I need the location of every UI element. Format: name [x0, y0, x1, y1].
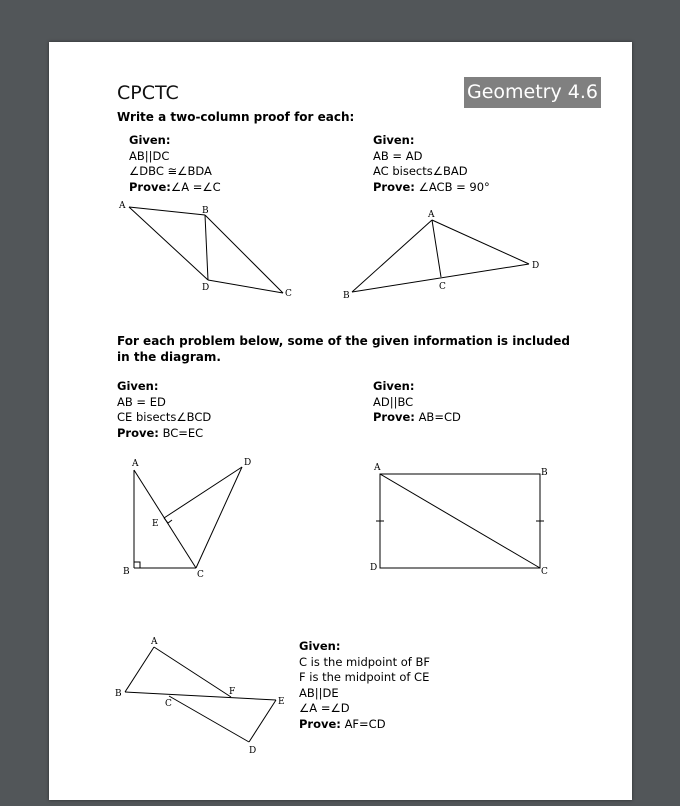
given-line: AB||DE: [299, 685, 339, 700]
prove-label: Prove:: [299, 716, 341, 731]
given-line: CE bisects∠BCD: [117, 410, 212, 424]
point-label-c: C: [197, 570, 204, 580]
instruction-line: in the diagram.: [117, 350, 221, 364]
point-label-b: B: [541, 468, 548, 478]
instruction-1: Write a two-column proof for each:: [117, 110, 355, 124]
point-label-c: C: [541, 567, 548, 577]
point-label-a: A: [132, 459, 139, 469]
given-line: AB||DC: [129, 148, 170, 163]
point-label-e: E: [278, 697, 285, 707]
segment-cd: [169, 696, 249, 742]
point-label-c: C: [285, 289, 292, 299]
prove-statement: AB=CD: [418, 410, 461, 424]
point-label-f: F: [229, 687, 236, 697]
prove-line: [299, 717, 430, 733]
segment-de: [249, 700, 276, 742]
point-label-d: D: [532, 261, 540, 271]
prove-statement: ∠A =∠C: [170, 179, 221, 194]
point-label-b: B: [115, 689, 122, 699]
prove-statement: BC=EC: [162, 425, 204, 440]
point-label-d: D: [370, 563, 378, 573]
section-badge: Geometry 4.6: [464, 77, 601, 108]
point-label-c: C: [439, 282, 446, 292]
given-label: Given:: [117, 379, 159, 393]
point-label-b: B: [343, 291, 350, 301]
prove-label: Prove:: [129, 179, 171, 194]
point-label-b: B: [202, 206, 209, 216]
prove-statement: ∠ACB = 90°: [418, 179, 490, 194]
given-line: F is the midpoint of CE: [299, 670, 430, 684]
prove-label: Prove:: [373, 410, 415, 424]
segment-be: [125, 692, 276, 700]
point-label-a: A: [119, 201, 126, 211]
problem-5-given: [299, 639, 430, 732]
prove-statement: AF=CD: [344, 716, 386, 731]
point-label-a: A: [151, 637, 158, 647]
given-label: Given:: [373, 379, 415, 393]
point-label-a: A: [428, 210, 435, 220]
given-line: ∠DBC ≅∠BDA: [129, 164, 212, 178]
point-label-e: E: [152, 519, 159, 529]
given-line: AB = AD: [373, 148, 423, 163]
point-label-d: D: [249, 746, 257, 756]
point-label-a: A: [374, 463, 381, 473]
given-line: AB = ED: [117, 394, 166, 409]
document-page: [49, 42, 632, 800]
prove-label: Prove:: [373, 179, 415, 194]
prove-label: Prove:: [117, 425, 159, 440]
segment-ab: [125, 647, 154, 692]
point-label-c: C: [165, 699, 172, 709]
segment-af: [154, 647, 231, 697]
page-title: CPCTC: [117, 82, 179, 104]
point-label-b: B: [123, 567, 130, 577]
given-line: ∠A =∠D: [299, 701, 350, 715]
point-label-d: D: [202, 283, 210, 293]
given-label: Given:: [299, 639, 341, 653]
given-label: Given:: [373, 133, 415, 147]
given-line: C is the midpoint of BF: [299, 654, 430, 669]
point-label-d: D: [244, 458, 252, 468]
given-label: Given:: [129, 133, 171, 147]
given-line: AD||BC: [373, 394, 414, 409]
given-line: AC bisects∠BAD: [373, 164, 468, 178]
instruction-line: For each problem below, some of the given information is included: [117, 334, 570, 348]
